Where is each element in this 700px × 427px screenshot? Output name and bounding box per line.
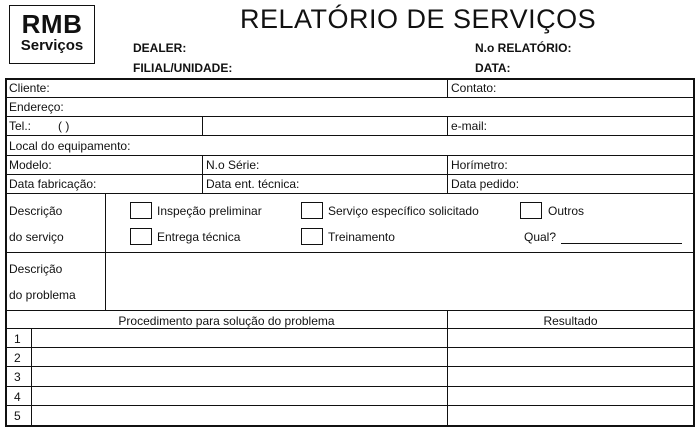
modelo-label: Modelo: xyxy=(9,158,52,172)
contato-label: Contato: xyxy=(451,81,497,95)
resultado-header: Resultado xyxy=(543,314,598,328)
procedimento-header: Procedimento para solução do problema xyxy=(118,314,335,328)
tel-label: Tel.: xyxy=(9,119,32,133)
row-number: 1 xyxy=(14,332,21,346)
servico-especifico-label: Serviço específico solicitado xyxy=(328,204,479,218)
data-fabricacao-label: Data fabricação: xyxy=(9,177,97,191)
data-pedido-label: Data pedido: xyxy=(451,177,520,191)
row-number: 5 xyxy=(14,409,21,423)
problema-label-line2: do problema xyxy=(9,288,76,302)
relatorio-number-label: N.o RELATÓRIO: xyxy=(475,41,572,55)
problema-text-area[interactable] xyxy=(106,253,693,310)
treinamento-label: Treinamento xyxy=(328,230,395,244)
qual-label: Qual? xyxy=(524,230,557,244)
filial-label: FILIAL/UNIDADE: xyxy=(133,61,233,75)
outros-label: Outros xyxy=(548,204,585,218)
row-number: 2 xyxy=(14,351,21,365)
checkbox-treinamento[interactable] xyxy=(301,228,323,245)
checkbox-servico-especifico[interactable] xyxy=(301,202,323,219)
row-number: 3 xyxy=(14,370,21,384)
local-equipamento-label: Local do equipamento: xyxy=(9,139,131,153)
servico-label-line1: Descrição xyxy=(9,204,63,218)
date-label: DATA: xyxy=(475,61,511,75)
endereco-label: Endereço: xyxy=(9,100,64,114)
servico-label-line2: do serviço xyxy=(9,230,64,244)
checkbox-inspecao[interactable] xyxy=(130,202,152,219)
entrega-tecnica-label: Entrega técnica xyxy=(157,230,241,244)
data-entrada-label: Data ent. técnica: xyxy=(206,177,300,191)
checkbox-outros[interactable] xyxy=(520,202,542,219)
row-number: 4 xyxy=(14,390,21,404)
page-title: RELATÓRIO DE SERVIÇOS xyxy=(240,4,597,34)
qual-blank-line[interactable] xyxy=(561,243,682,244)
tel-area-code: ( ) xyxy=(58,119,70,133)
inspecao-label: Inspeção preliminar xyxy=(157,204,262,218)
checkbox-entrega-tecnica[interactable] xyxy=(130,228,152,245)
logo-text-servicos: Serviços xyxy=(20,37,84,54)
email-label: e-mail: xyxy=(451,119,488,133)
company-logo xyxy=(9,5,95,64)
logo-text-rmb: RMB xyxy=(21,9,83,39)
horimetro-label: Horímetro: xyxy=(451,158,508,172)
serie-label: N.o Série: xyxy=(206,158,260,172)
problema-label-line1: Descrição xyxy=(9,262,63,276)
dealer-label: DEALER: xyxy=(133,41,187,55)
cliente-label: Cliente: xyxy=(9,81,50,95)
